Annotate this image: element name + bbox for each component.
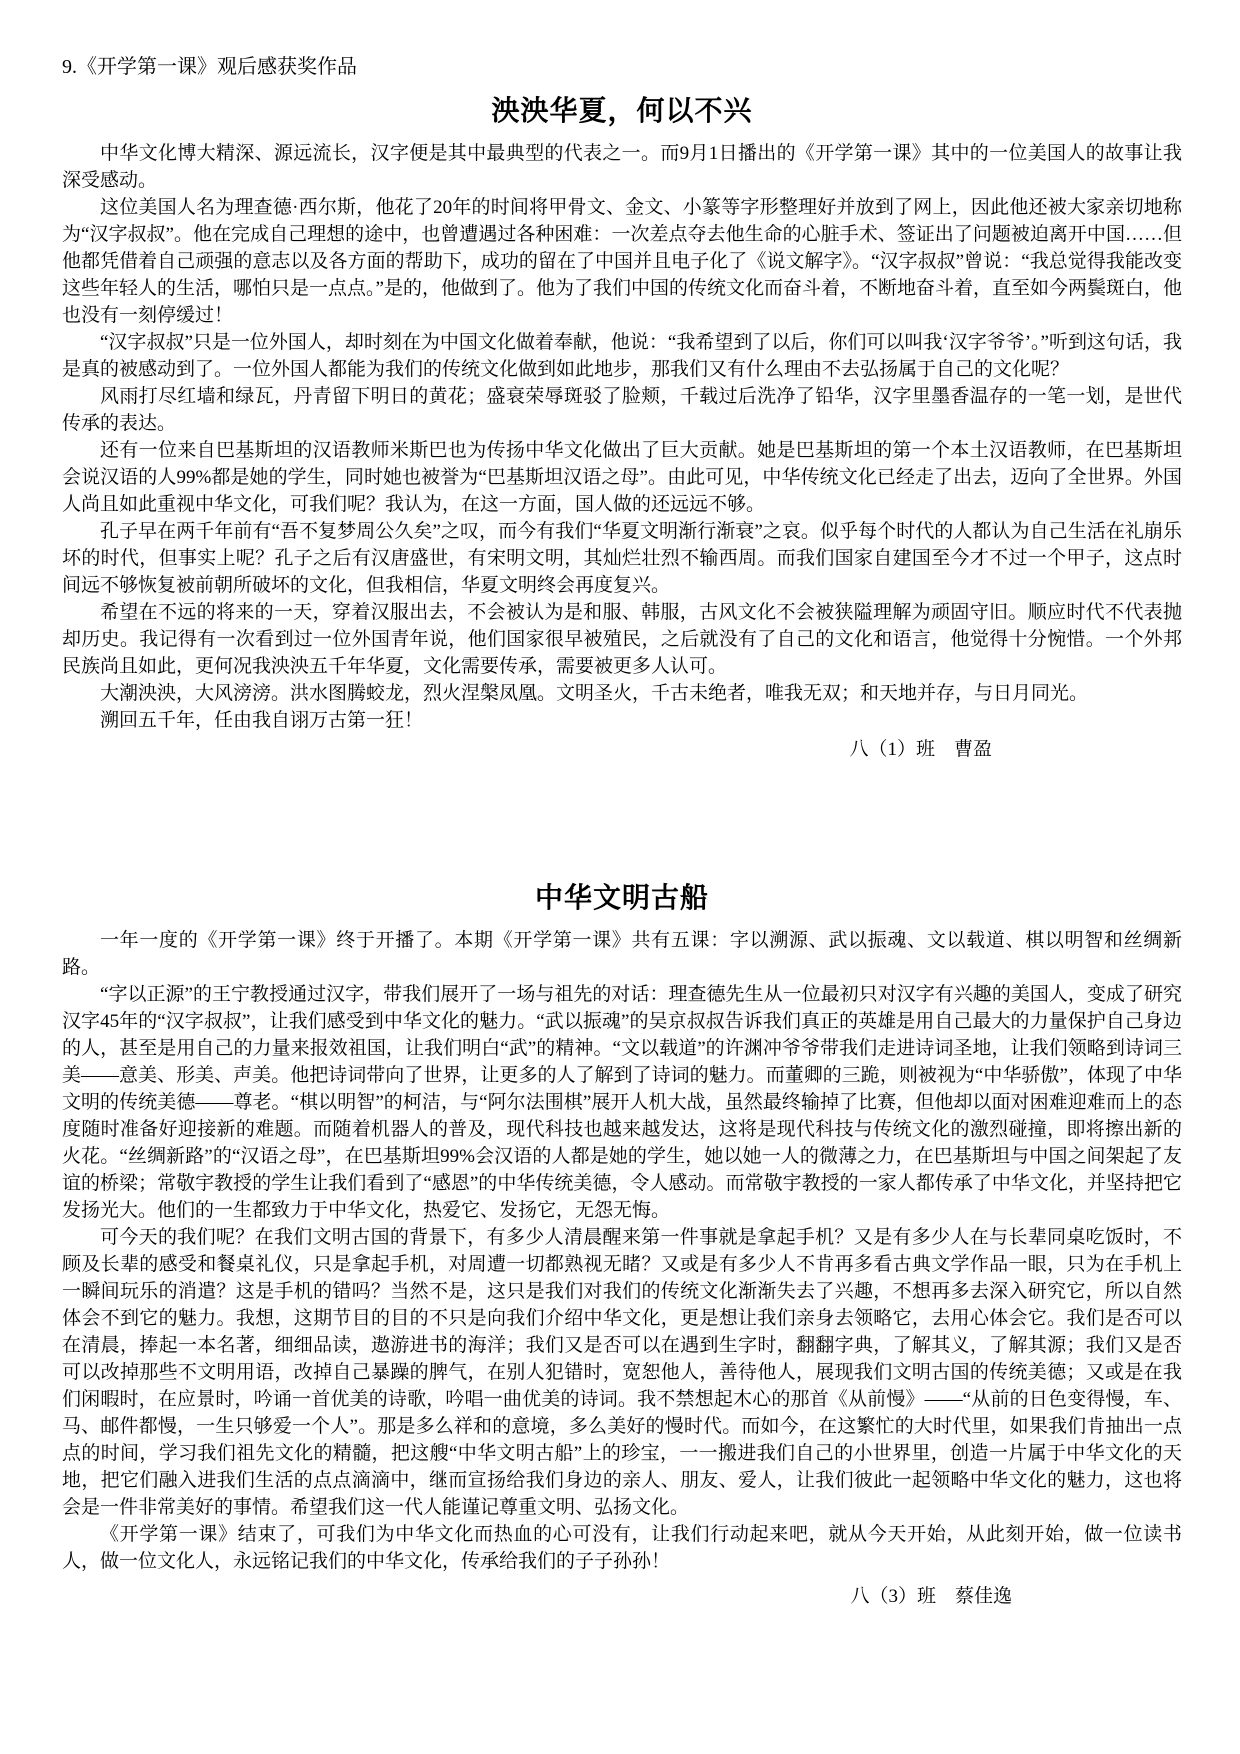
essay-2-paragraph: “字以正源”的王宁教授通过汉字，带我们展开了一场与祖先的对话：理查德先生从一位最初只对汉字有兴趣的美国人，变成了研究汉字45年的“汉字叔叔”，让我们感受到中华文化的魅力。“武以振魂”的吴京叔叔告诉我们真正的英雄是用自己最大的力量保护自己身边的人，甚至是用自己的力量来报效祖国，让我们明白“武”的精神。“文以载道”的许渊冲爷爷带我们走进诗词圣地，让我们领略到诗词三美——意美、形美、声美。他把诗词带向了世界，让更多的人了解到了诗词的魅力。而董卿的三跪，则被视为“中华骄傲”，体现了中华文明的传统美德——尊老。“棋以明智”的柯洁，与“阿尔法围棋”展开人机大战，虽然最终输掉了比赛，但他却以面对困难迎难而上的态度随时准备好迎接新的难题。而随着机器人的普及，现代科技也越来越发达，这将是现代科技与传统文化的激烈碰撞，即将擦出新的火花。“丝绸新路”的“汉语之母”，在巴基斯坦99%会汉语的人都是她的学生，她以她一人的微薄之力，在巴基斯坦与中国之间架起了友谊的桥梁；常敬宇教授的学生让我们看到了“感恩”的中华传统美德，令人感动。而常敬宇教授的一家人都传承了中华文化，并坚持把它发扬光大。他们的一生都致力于中华文化，热爱它、发扬它，无怨无悔。 <box>62 984 1182 1221</box>
essay-1-paragraph: 这位美国人名为理查德·西尔斯，他花了20年的时间将甲骨文、金文、小篆等字形整理好并放到了网上，因此他还被大家亲切地称为“汉字叔叔”。他在完成自己理想的途中，也曾遭遇过各种困难：一次差点夺去他生命的心脏手术、签证出了问题被迫离开中国……但他都凭借着自己顽强的意志以及各方面的帮助下，成功的留在了中国并且电子化了《说文解字》。“汉字叔叔”曾说：“我总觉得我能改变这些年轻人的生活，哪怕只是一点点。”是的，他做到了。他为了我们中国的传统文化而奋斗着，不断地奋斗着，直至如今两鬓斑白，他也没有一刻停缓过！ <box>62 197 1182 326</box>
essay-1-paragraph: 溯回五千年，任由我自诩万古第一狂！ <box>100 710 424 731</box>
essay-2-title: 中华文明古船 <box>534 883 709 914</box>
essay-1-paragraph: 还有一位来自巴基斯坦的汉语教师米斯巴也为传扬中华文化做出了巨大贡献。她是巴基斯坦的第一个本土汉语教师，在巴基斯坦会说汉语的人99%都是她的学生，同时她也被誉为“巴基斯坦汉语之母”。由此可见，中华传统文化已经走了出去，迈向了全世界。外国人尚且如此重视中华文化，可我们呢？我认为，在这一方面，国人做的还远远不够。 <box>62 440 1182 515</box>
essay-1-paragraph: 孔子早在两千年前有“吾不复梦周公久矣”之叹，而今有我们“华夏文明渐行渐衰”之哀。似乎每个时代的人都认为自己生活在礼崩乐坏的时代，但事实上呢？孔子之后有汉唐盛世，有宋明文明，其灿烂壮烈不输西周。而我们国家自建国至今才不过一个甲子，这点时间远不够恢复被前朝所破坏的文化，但我相信，华夏文明终会再度复兴。 <box>62 521 1182 596</box>
essay-1-title: 泱泱华夏，何以不兴 <box>491 96 753 127</box>
essay-1-paragraph: “汉字叔叔”只是一位外国人，却时刻在为中国文化做着奉献，他说：“我希望到了以后，你们可以叫我‘汉字爷爷’。”听到这句话，我是真的被感动到了。一位外国人都能为我们的传统文化做到如此地步，那我们又有什么理由不去弘扬属于自己的文化呢？ <box>62 332 1182 380</box>
essay-1-paragraph: 中华文化博大精深、源远流长，汉字便是其中最典型的代表之一。而9月1日播出的《开学第一课》其中的一位美国人的故事让我深受感动。 <box>62 143 1182 191</box>
essay-2-paragraph: 《开学第一课》结束了，可我们为中华文化而热血的心可没有，让我们行动起来吧，就从今天开始，从此刻开始，做一位读书人，做一位文化人，永远铭记我们的中华文化，传承给我们的子子孙孙！ <box>62 1524 1182 1572</box>
essay-2-paragraph: 可今天的我们呢？在我们文明古国的背景下，有多少人清晨醒来第一件事就是拿起手机？又是有多少人在与长辈同桌吃饭时，不顾及长辈的感受和餐桌礼仪，只是拿起手机，对周遭一切都熟视无睹？又或是有多少人不肯再多看古典文学作品一眼，只为在手机上一瞬间玩乐的消遣？这是手机的错吗？当然不是，这只是我们对我们的传统文化渐渐失去了兴趣，不想再多去深入研究它，所以自然体会不到它的魅力。我想，这期节目的目的不只是向我们介绍中华文化，更是想让我们亲身去领略它，去用心体会它。我们是否可以在清晨，捧起一本名著，细细品读，遨游进书的海洋；我们又是否可以在遇到生字时，翻翻字典，了解其义，了解其源；我们又是否可以改掉那些不文明用语，改掉自己暴躁的脾气，在别人犯错时，宽恕他人，善待他人，展现我们文明古国的传统美德；又或是在我们闲暇时，在应景时，吟诵一首优美的诗歌，吟唱一曲优美的诗词。我不禁想起木心的那首《从前慢》——“从前的日色变得慢，车、马、邮件都慢，一生只够爱一个人”。那是多么祥和的意境，多么美好的慢时代。而如今，在这繁忙的大时代里，如果我们肯抽出一点点的时间，学习我们祖先文化的精髓，把这艘“中华文明古船”上的珍宝，一一搬进我们自己的小世界里，创造一片属于中华文化的天地，把它们融入进我们生活的点点滴滴中，继而宣扬给我们身边的亲人、朋友、爱人，让我们彼此一起领略中华文化的魅力，这也将会是一件非常美好的事情。希望我们这一代人能谨记尊重文明、弘扬文化。 <box>62 1227 1182 1518</box>
essay-1 <box>62 94 1182 763</box>
essay-1-paragraph: 风雨打尽红墙和绿瓦，丹青留下明日的黄花；盛衰荣辱斑驳了脸颊，千载过后洗净了铅华，汉字里墨香温存的一笔一划，是世代传承的表达。 <box>62 386 1182 434</box>
essay-2 <box>62 881 1182 1610</box>
essay-1-paragraph: 大潮泱泱，大风滂滂。洪水图腾蛟龙，烈火涅槃凤凰。文明圣火，千古未绝者，唯我无双；和天地并存，与日月同光。 <box>100 683 1089 704</box>
essay-2-paragraph: 一年一度的《开学第一课》终于开播了。本期《开学第一课》共有五课：字以溯源、武以振魂、文以载道、棋以明智和丝绸新路。 <box>62 930 1182 978</box>
essay-1-author-signature: 八（1）班 曹盈 <box>849 739 992 760</box>
essay-2-author-signature: 八（3）班 蔡佳逸 <box>850 1586 1012 1607</box>
document-header: 9.《开学第一课》观后感获奖作品 <box>62 56 357 78</box>
essay-1-paragraph: 希望在不远的将来的一天，穿着汉服出去，不会被认为是和服、韩服，古风文化不会被狭隘理解为顽固守旧。顺应时代不代表抛却历史。我记得有一次看到过一位外国青年说，他们国家很早被殖民，之后就没有了自己的文化和语言，他觉得十分惋惜。一个外邦民族尚且如此，更何况我泱泱五千年华夏，文化需要传承，需要被更多人认可。 <box>62 602 1182 677</box>
